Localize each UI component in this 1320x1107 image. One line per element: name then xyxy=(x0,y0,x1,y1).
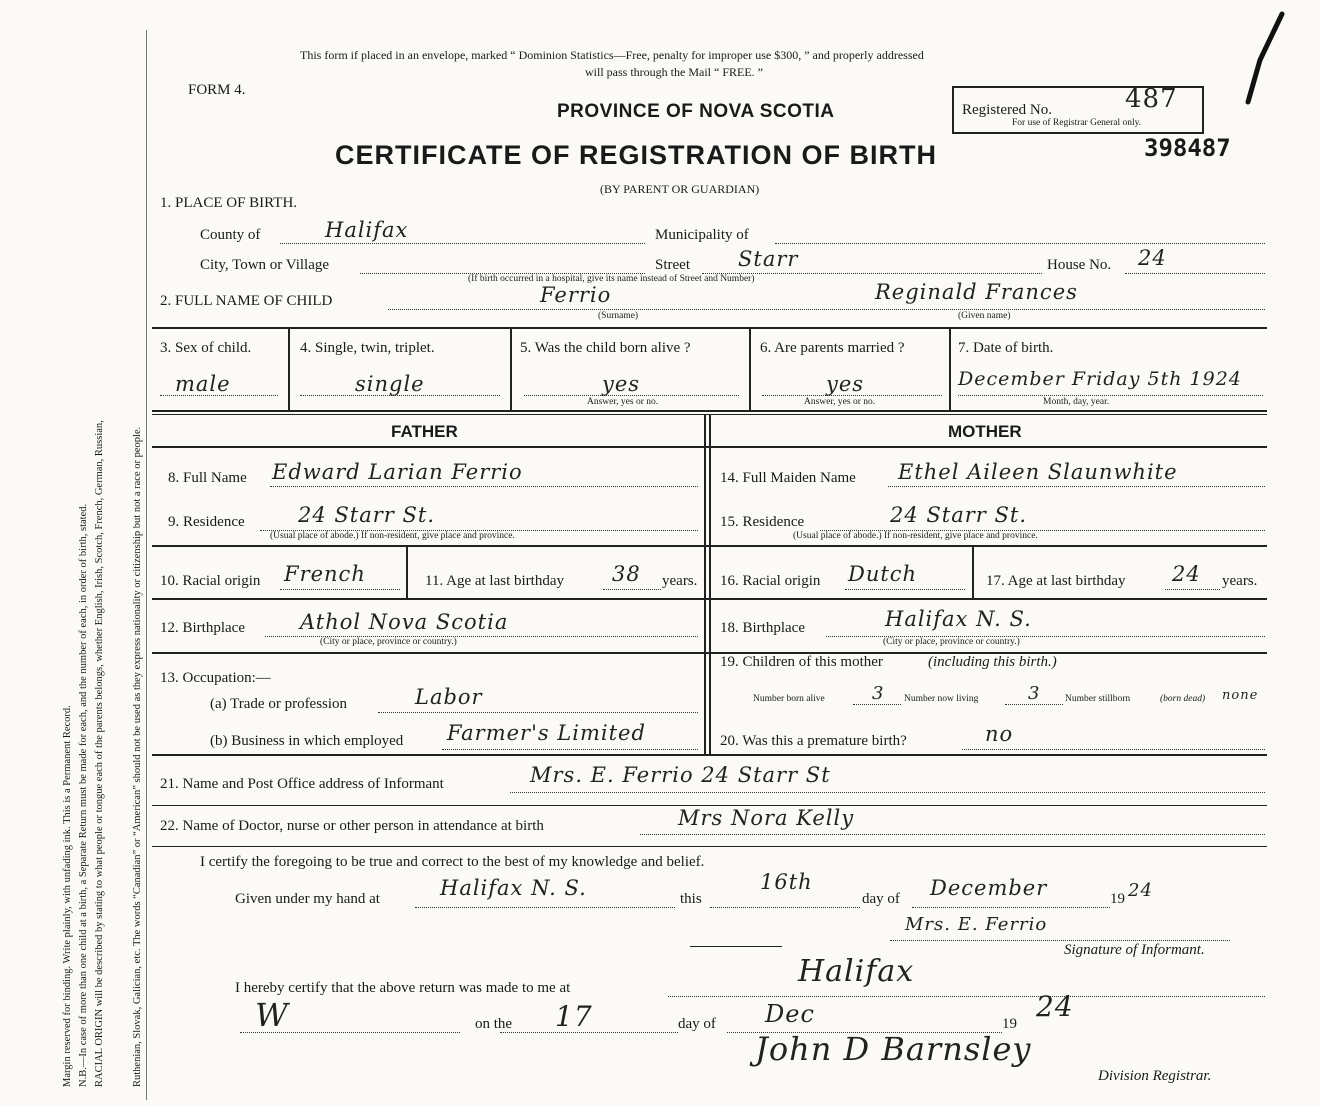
living-value: 3 xyxy=(1028,683,1041,704)
ink-mark-icon xyxy=(1220,10,1290,110)
father-racial-label: 10. Racial origin xyxy=(160,573,261,589)
given-name-value: Reginald Frances xyxy=(875,280,1078,304)
father-residence-value: 24 Starr St. xyxy=(298,503,435,527)
mother-age-label: 17. Age at last birthday xyxy=(986,573,1126,589)
surname-value: Ferrio xyxy=(540,283,612,307)
stamp-number: 398487 xyxy=(1144,134,1231,162)
father-age-unit: years. xyxy=(662,573,698,589)
informant-value: Mrs. E. Ferrio 24 Starr St xyxy=(530,763,831,787)
attendant-value: Mrs Nora Kelly xyxy=(678,806,855,830)
registrar-note: For use of Registrar General only. xyxy=(1012,118,1142,128)
registrar-day-value: 17 xyxy=(555,1000,593,1033)
alive-label: 5. Was the child born alive ? xyxy=(520,340,691,356)
side-note-racial-origin-1: RACIAL ORIGIN will be described by stating to what people or tongue each of the parents belongs, whether English, Irish, Scotch, French, German, Russian, xyxy=(94,420,105,1087)
given-place-value: Halifax N. S. xyxy=(440,876,587,900)
registered-label: Registered No. xyxy=(962,102,1052,118)
mother-birthplace-label: 18. Birthplace xyxy=(720,620,805,636)
informant-signature: Mrs. E. Ferrio xyxy=(905,914,1048,935)
child-name-label: 2. FULL NAME OF CHILD xyxy=(160,293,333,309)
informant-caption: Signature of Informant. xyxy=(1064,942,1205,958)
registrar-statement: I hereby certify that the above return was made to me at xyxy=(235,980,571,996)
business-label: (b) Business in which employed xyxy=(210,733,404,749)
married-value: yes xyxy=(826,372,865,396)
mother-residence-label: 15. Residence xyxy=(720,514,805,530)
form-number: FORM 4. xyxy=(188,82,246,98)
side-margin-notes xyxy=(0,0,110,1107)
city-label: City, Town or Village xyxy=(200,257,330,273)
mother-birthplace-caption: (City or place, province or country.) xyxy=(883,637,1020,647)
born-alive-label: Number born alive xyxy=(753,694,825,704)
trade-value: Labor xyxy=(415,685,483,709)
cert-year-value: 24 xyxy=(1128,880,1153,901)
alive-value: yes xyxy=(602,372,641,396)
surname-caption: (Surname) xyxy=(598,311,639,321)
father-name-value: Edward Larian Ferrio xyxy=(272,460,523,484)
street-label: Street xyxy=(655,257,690,273)
sex-label: 3. Sex of child. xyxy=(160,340,252,356)
place-section-label: 1. PLACE OF BIRTH. xyxy=(160,195,298,211)
registered-number: 487 xyxy=(1125,84,1178,114)
registrar-place-extra: W xyxy=(255,996,289,1034)
this-label: this xyxy=(680,891,702,907)
municipality-label: Municipality of xyxy=(655,227,749,243)
mail-notice-line1: This form if placed in an envelope, marked “ Dominion Statistics—Free, penalty for improper use $300, ” and properly addressed xyxy=(300,48,924,62)
side-note-binding: Margin reserved for binding. Write plainly, with unfading ink. This is a Permanent Record. xyxy=(62,705,73,1087)
alive-caption: Answer, yes or no. xyxy=(587,397,659,407)
house-value: 24 xyxy=(1138,246,1167,270)
page-title: CERTIFICATE OF REGISTRATION OF BIRTH xyxy=(335,140,937,170)
hospital-note: (If birth occurred in a hospital, give its name instead of Street and Number) xyxy=(468,274,755,284)
stillborn-value: none xyxy=(1222,688,1259,703)
children-note: (including this birth.) xyxy=(928,654,1057,670)
registrar-year-value: 24 xyxy=(1036,990,1074,1023)
father-name-label: 8. Full Name xyxy=(168,470,247,486)
mother-racial-value: Dutch xyxy=(848,562,918,586)
province-heading: PROVINCE OF NOVA SCOTIA xyxy=(557,101,835,122)
mother-birthplace-value: Halifax N. S. xyxy=(885,607,1032,631)
stillborn-note: (born dead) xyxy=(1160,694,1206,704)
father-racial-value: French xyxy=(284,562,366,586)
father-birthplace-caption: (City or place, province or country.) xyxy=(320,637,457,647)
given-under-label: Given under my hand at xyxy=(235,891,380,907)
mother-racial-label: 16. Racial origin xyxy=(720,573,821,589)
father-residence-label: 9. Residence xyxy=(168,514,245,530)
mother-residence-value: 24 Starr St. xyxy=(890,503,1027,527)
house-label: House No. xyxy=(1047,257,1112,273)
county-label: County of xyxy=(200,227,261,243)
street-value: Starr xyxy=(738,247,799,271)
registrar-caption: Division Registrar. xyxy=(1098,1068,1212,1084)
mother-age-unit: years. xyxy=(1222,573,1258,589)
cert-year-prefix: 19 xyxy=(1110,891,1125,907)
registrar-signature: John D Barnsley xyxy=(755,1030,1032,1068)
premature-label: 20. Was this a premature birth? xyxy=(720,733,907,749)
mail-notice-line2: will pass through the Mail “ FREE. ” xyxy=(585,65,763,79)
father-residence-caption: (Usual place of abode.) If non-resident, give place and province. xyxy=(270,531,515,541)
living-label: Number now living xyxy=(904,694,979,704)
dob-label: 7. Date of birth. xyxy=(958,340,1054,356)
on-the-label: on the xyxy=(475,1016,513,1032)
county-value: Halifax xyxy=(325,218,409,242)
side-note-multiple-births: N.B.—In case of more than one child at a birth, a Separate Return must be made for each, and the number of each, in order of birth, stated. xyxy=(78,503,89,1087)
certification-statement: I certify the foregoing to be true and correct to the best of my knowledge and belief. xyxy=(200,854,705,870)
attendant-label: 22. Name of Doctor, nurse or other person in attendance at birth xyxy=(160,818,544,834)
born-alive-value: 3 xyxy=(872,683,885,704)
mother-age-value: 24 xyxy=(1172,562,1201,586)
mother-name-label: 14. Full Maiden Name xyxy=(720,470,856,486)
mother-residence-caption: (Usual place of abode.) If non-resident, give place and province. xyxy=(793,531,1038,541)
sex-value: male xyxy=(175,372,231,396)
father-age-label: 11. Age at last birthday xyxy=(425,573,564,589)
stillborn-label: Number stillborn xyxy=(1065,694,1131,704)
informant-label: 21. Name and Post Office address of Informant xyxy=(160,776,444,792)
trade-label: (a) Trade or profession xyxy=(210,696,348,712)
registrar-month-value: Dec xyxy=(765,1000,815,1028)
dob-value: December Friday 5th 1924 xyxy=(958,368,1242,390)
cert-day-of-label: day of xyxy=(862,891,900,907)
given-name-caption: (Given name) xyxy=(958,311,1011,321)
cert-month-value: December xyxy=(930,876,1048,900)
children-label: 19. Children of this mother xyxy=(720,654,883,670)
side-note-racial-origin-2: Ruthenian, Slovak, Galician, etc. The words “Canadian” or “American” should not be used as they express nationality or citizenship but not a race or people. xyxy=(132,426,143,1087)
father-birthplace-label: 12. Birthplace xyxy=(160,620,245,636)
married-caption: Answer, yes or no. xyxy=(804,397,876,407)
side-margin-notes-2 xyxy=(124,0,154,1107)
occupation-label: 13. Occupation:— xyxy=(160,670,271,686)
father-age-value: 38 xyxy=(612,562,641,586)
mother-name-value: Ethel Aileen Slaunwhite xyxy=(898,460,1178,484)
registrar-place-value: Halifax xyxy=(798,954,915,989)
premature-value: no xyxy=(985,722,1014,746)
dob-caption: Month, day, year. xyxy=(1043,397,1110,407)
father-heading: FATHER xyxy=(391,422,458,441)
plurality-label: 4. Single, twin, triplet. xyxy=(300,340,435,356)
father-birthplace-value: Athol Nova Scotia xyxy=(300,610,509,634)
margin-line xyxy=(146,30,147,1100)
registrar-year-prefix: 19 xyxy=(1002,1016,1017,1032)
registrar-day-of-label: day of xyxy=(678,1016,716,1032)
mother-heading: MOTHER xyxy=(948,422,1022,441)
cert-day-value: 16th xyxy=(760,870,813,894)
page-subtitle: (BY PARENT OR GUARDIAN) xyxy=(600,182,760,196)
married-label: 6. Are parents married ? xyxy=(760,340,905,356)
business-value: Farmer's Limited xyxy=(447,721,646,745)
plurality-value: single xyxy=(355,372,425,396)
